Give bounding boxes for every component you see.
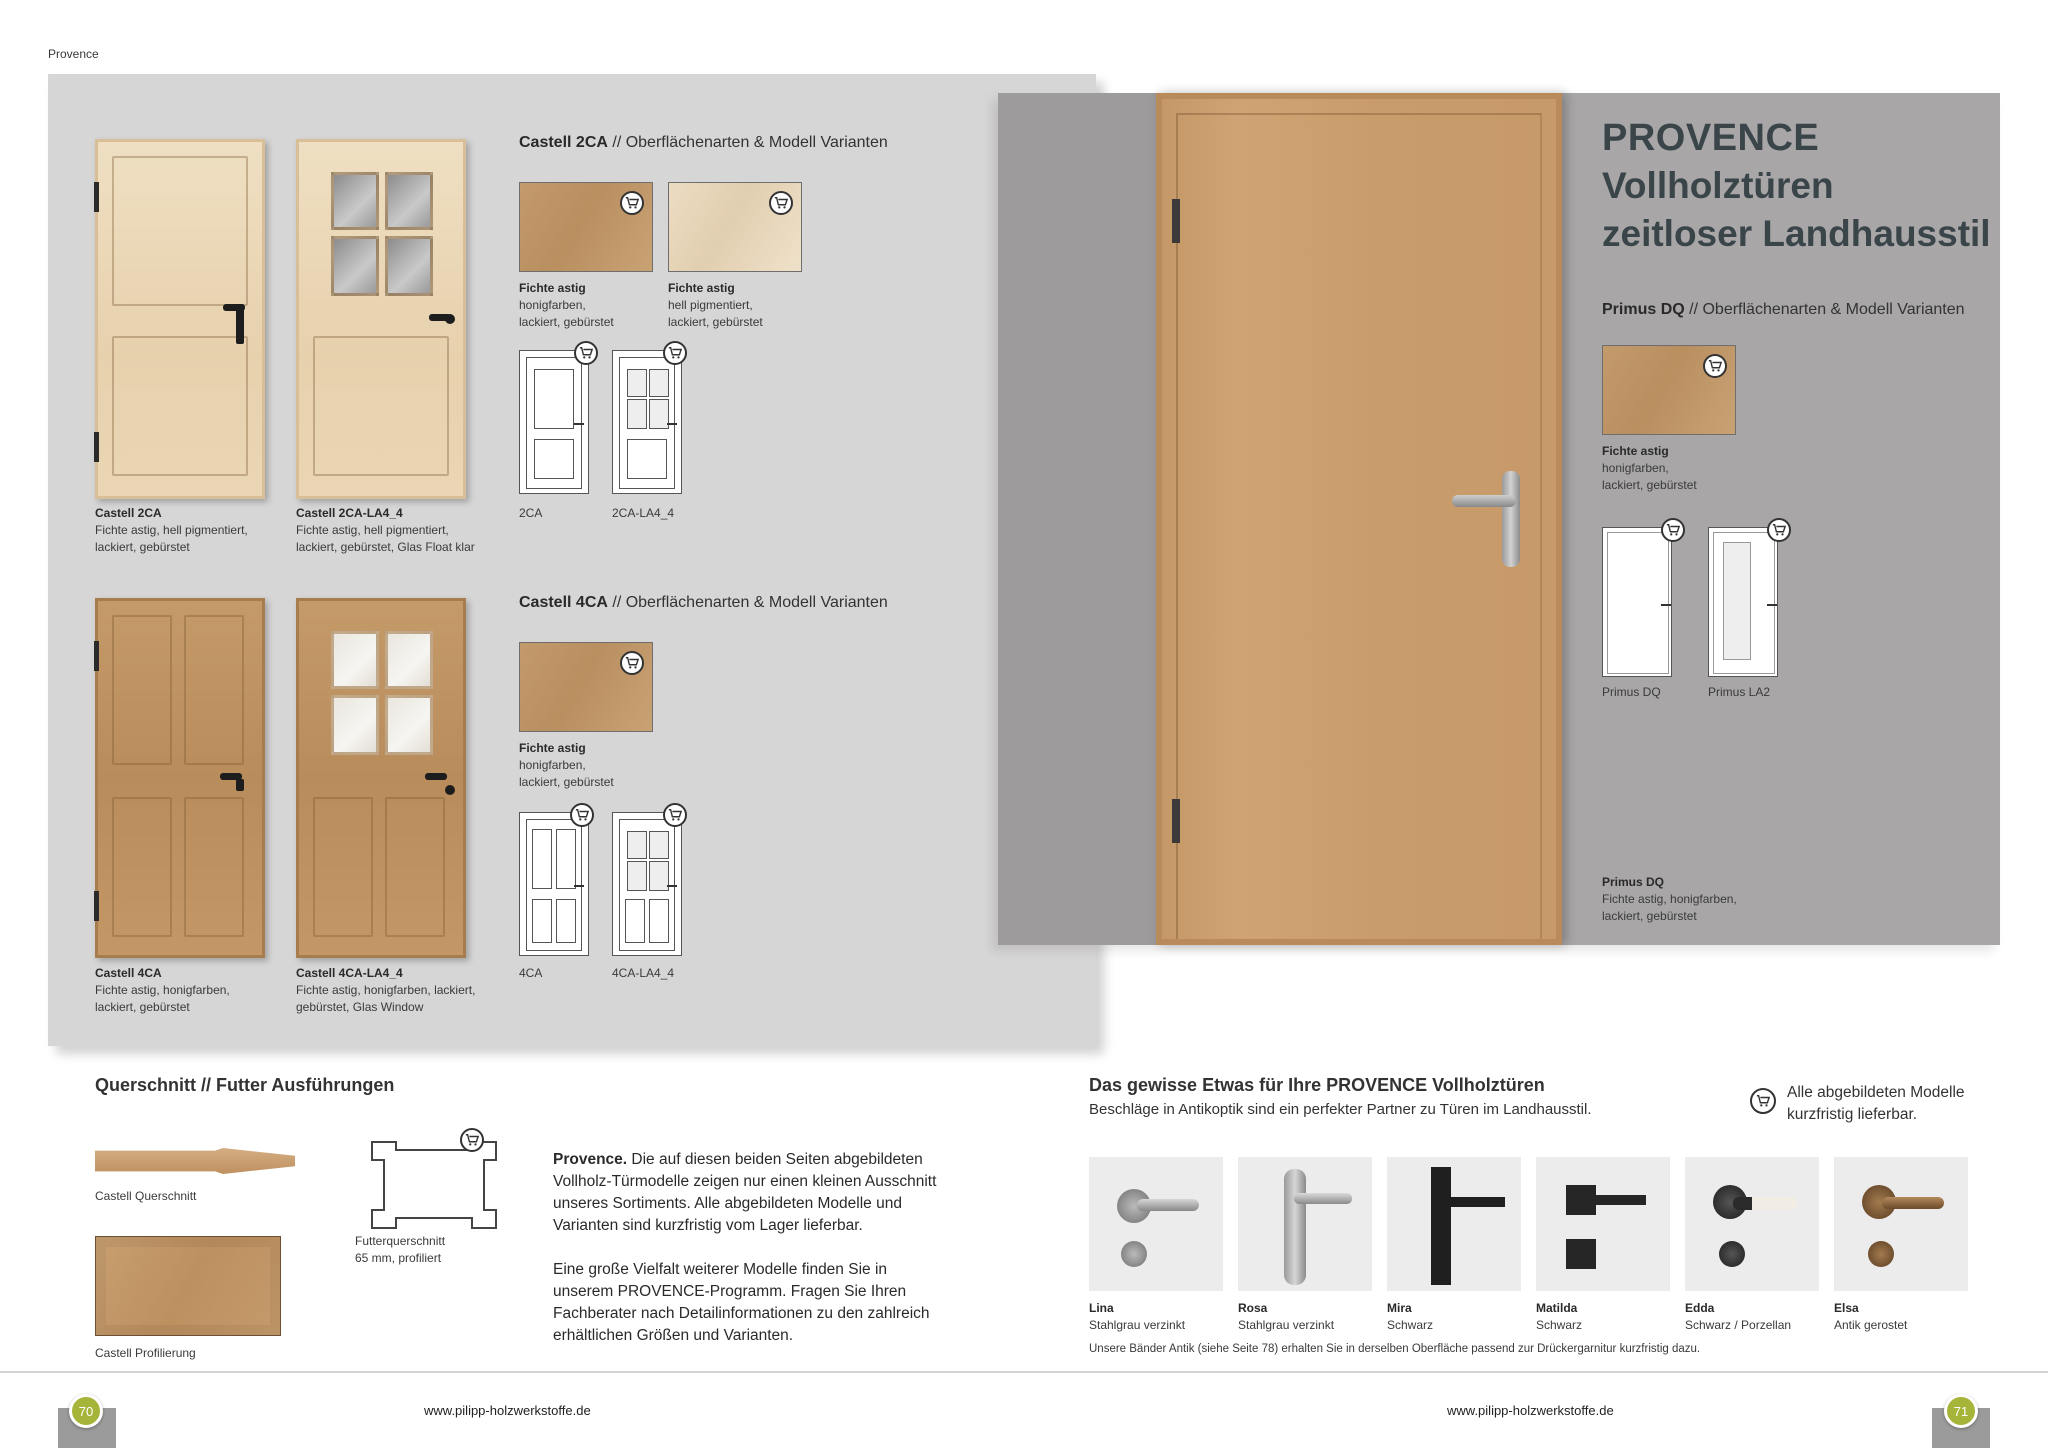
fitting-finish: Antik gerostet [1834,1318,1908,1332]
drawing-primus-la2 [1708,527,1778,677]
fitting-image-elsa [1834,1157,1968,1291]
castell-2ca-heading [519,134,888,152]
fittings-note: Unsere Bänder Antik (siehe Seite 78) erhalten Sie in derselben Oberfläche passend zur Drückergarnitur kurzfristig dazu. [1089,1343,1701,1355]
swatch-line: hell pigmentiert, [668,298,753,312]
intro-lead: Provence. [553,1151,628,1168]
cart-icon [1661,518,1685,542]
caption-title: Castell 2CA-LA4_4 [296,506,403,520]
page-number-left: 70 [69,1394,103,1428]
drawing-label: 2CA-LA4_4 [612,506,675,520]
fitting-name: Elsa [1834,1301,1859,1315]
door-handle-icon [1502,471,1520,567]
caption-line: Fichte astig, hell pigmentiert, [296,523,449,537]
intro-line: unseres Sortiments. Alle abgebildeten Modelle und [553,1195,902,1212]
intro-line: erhältlichen Größen und Varianten. [553,1327,794,1344]
intro-line: unserem PROVENCE-Programm. Fragen Sie Ihren [553,1283,907,1300]
drawing-4ca [519,812,589,956]
caption-line: gebürstet, Glas Window [296,1000,424,1014]
caption-castell-4ca [95,965,285,1016]
swatch-line: honigfarben, [519,758,586,772]
caption-line: lackiert, gebürstet [1602,909,1697,923]
swatch-name: Fichte astig [668,281,735,295]
caption-title: Castell 2CA [95,506,162,520]
swatch-line: lackiert, gebürstet [668,315,763,329]
footer-divider [0,1371,2048,1373]
fitting-name: Edda [1685,1301,1715,1315]
heading-rest: // Oberflächenarten & Modell Varianten [1684,301,1965,318]
door-photo-castell-2ca-la4-4 [296,139,466,499]
fitting-image-rosa [1238,1157,1372,1291]
intro-line: Fachberater nach Detailinformationen zu den zahlreich [553,1305,930,1322]
cart-icon [620,651,644,675]
drawing-label: Primus DQ [1602,685,1661,699]
swatch-line: honigfarben, [519,298,586,312]
fitting-image-matilda [1536,1157,1670,1291]
section-label: Provence [48,47,99,61]
querschnitt-heading: Querschnitt // Futter Ausführungen [95,1075,395,1095]
cart-icon [663,803,687,827]
website-link-right[interactable]: www.pilipp-holzwerkstoffe.de [1447,1403,1614,1418]
swatch-line: lackiert, gebürstet [1602,478,1697,492]
fitting-caption-edda [1685,1300,1791,1334]
drawing-4ca-la4-4 [612,812,682,956]
fitting-caption-mira [1387,1300,1433,1334]
heading-rest: // Oberflächenarten & Modell Varianten [607,594,888,611]
caption-line: lackiert, gebürstet [95,540,190,554]
drawing-primus-dq [1602,527,1672,677]
swatch-name: Fichte astig [1602,444,1669,458]
fittings-subheading: Beschläge in Antikoptik sind ein perfekter Partner zu Türen im Landhausstil. [1089,1101,1592,1118]
profilierung-image [95,1236,281,1336]
fitting-caption-matilda [1536,1300,1582,1334]
profilierung-label: Castell Profilierung [95,1346,196,1360]
swatch-name: Fichte astig [519,281,586,295]
futter-caption [355,1233,445,1267]
swatch-name: Fichte astig [519,741,586,755]
fitting-finish: Schwarz / Porzellan [1685,1318,1792,1332]
futter-line: Futterquerschnitt [355,1234,446,1248]
door-photo-castell-2ca [95,139,265,499]
swatch-line: lackiert, gebürstet [519,315,614,329]
hero-title-line: PROVENCE [1602,117,1820,159]
door-photo-castell-4ca-la4-4 [296,598,466,958]
swatch-light [668,182,802,272]
swatch-caption [519,280,659,331]
availability-line: Alle abgebildeten Modelle [1787,1084,1965,1101]
cart-icon [663,341,687,365]
drawing-label: 4CA-LA4_4 [612,966,675,980]
primus-heading [1602,301,1965,319]
fitting-name: Rosa [1238,1301,1268,1315]
swatch-caption [519,740,659,791]
website-link-left[interactable]: www.pilipp-holzwerkstoffe.de [424,1403,591,1418]
fitting-name: Lina [1089,1301,1114,1315]
hero-door-photo [1156,93,1562,945]
caption-title: Castell 4CA [95,966,162,980]
drawing-label: Primus LA2 [1708,685,1771,699]
swatch-line: honigfarben, [1602,461,1669,475]
hero-title-line: Vollholztüren [1602,165,1834,206]
swatch-honey [519,182,653,272]
caption-title: Castell 4CA-LA4_4 [296,966,403,980]
cart-icon [769,191,793,215]
intro-line: Eine große Vielfalt weiterer Modelle finden Sie in [553,1261,888,1278]
swatch-caption [1602,443,1742,494]
caption-line: lackiert, gebürstet [95,1000,190,1014]
caption-line: Fichte astig, honigfarben, lackiert, [296,983,476,997]
door-photo-castell-4ca [95,598,265,958]
cart-icon [574,341,598,365]
castell-4ca-heading [519,594,888,612]
hero-panel-shade [998,93,1158,945]
cart-icon [570,803,594,827]
intro-text [553,1149,973,1347]
heading-bold: Castell 4CA [519,594,608,611]
caption-line: Fichte astig, hell pigmentiert, [95,523,248,537]
hero-title [1602,114,1991,258]
drawing-2ca [519,350,589,494]
caption-line: lackiert, gebürstet, Glas Float klar [296,540,475,554]
fitting-image-mira [1387,1157,1521,1291]
caption-line: Fichte astig, honigfarben, [95,983,230,997]
drawing-label: 2CA [519,506,543,520]
cart-icon [1703,354,1727,378]
cart-icon [620,191,644,215]
heading-rest: // Oberflächenarten & Modell Varianten [607,134,888,151]
swatch-primus-honey [1602,345,1736,435]
cart-icon [1767,518,1791,542]
futter-line: 65 mm, profiliert [355,1251,442,1265]
fittings-heading: Das gewisse Etwas für Ihre PROVENCE Vollholztüren [1089,1075,1545,1095]
fitting-finish: Schwarz [1536,1318,1583,1332]
intro-line: Vollholz-Türmodelle zeigen nur einen kleinen Ausschnitt [553,1173,937,1190]
heading-bold: Castell 2CA [519,134,608,151]
fitting-image-lina [1089,1157,1223,1291]
heading-bold: Primus DQ [1602,301,1685,318]
hero-title-line: zeitloser Landhausstil [1602,213,1991,254]
caption-castell-2ca [95,505,275,556]
cart-icon [1750,1088,1776,1114]
fitting-name: Mira [1387,1301,1412,1315]
fitting-caption-rosa [1238,1300,1334,1334]
querschnitt-image [95,1148,295,1174]
intro-line: Die auf diesen beiden Seiten abgebildeten [627,1151,923,1168]
drawing-label: 4CA [519,966,543,980]
availability-note [1787,1082,1965,1126]
fitting-caption-elsa [1834,1300,1907,1334]
swatch-caption [668,280,808,331]
fitting-finish: Stahlgrau verzinkt [1238,1318,1335,1332]
caption-primus-dq [1602,874,1782,925]
fitting-finish: Stahlgrau verzinkt [1089,1318,1186,1332]
caption-line: Fichte astig, honigfarben, [1602,892,1737,906]
page-number-right: 71 [1944,1394,1978,1428]
querschnitt-label: Castell Querschnitt [95,1189,197,1203]
cart-icon [460,1128,484,1152]
caption-title: Primus DQ [1602,875,1665,889]
fitting-caption-lina [1089,1300,1185,1334]
availability-line: kurzfristig lieferbar. [1787,1106,1918,1123]
fitting-name: Matilda [1536,1301,1578,1315]
caption-castell-2ca-la4-4 [296,505,496,556]
caption-castell-4ca-la4-4 [296,965,496,1016]
futter-cross-section-drawing [352,1130,512,1230]
intro-line: Varianten sind kurzfristig vom Lager lieferbar. [553,1217,863,1234]
drawing-2ca-la4-4 [612,350,682,494]
swatch-honey [519,642,653,732]
fitting-finish: Schwarz [1387,1318,1434,1332]
fitting-image-edda [1685,1157,1819,1291]
swatch-line: lackiert, gebürstet [519,775,614,789]
